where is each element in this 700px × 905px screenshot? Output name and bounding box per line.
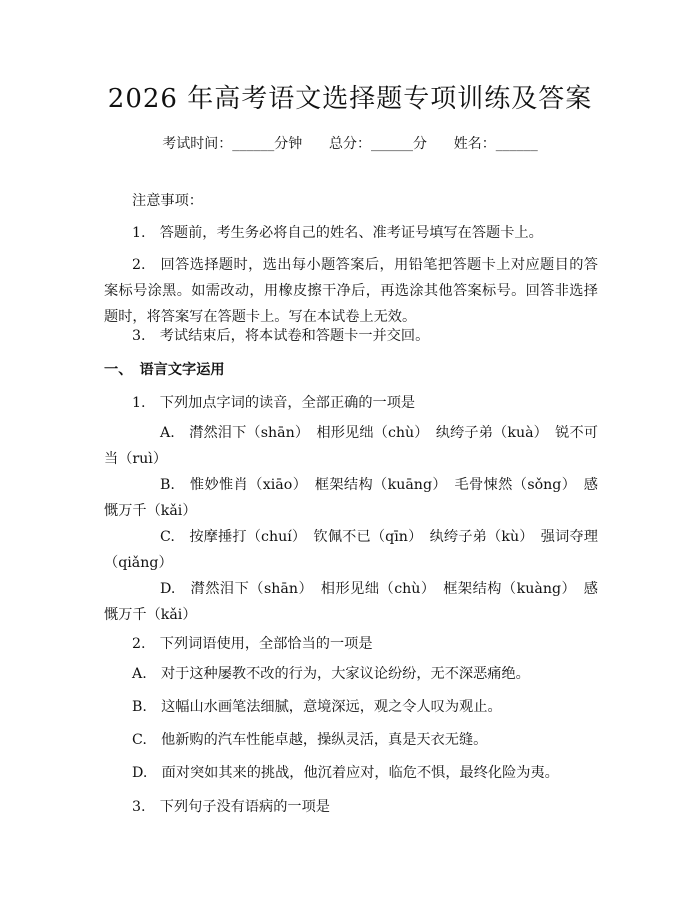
question-1-option-a: A. 潸然泪下（shān） 相形见绌（chù） 纨绔子弟（kuà） 锐不可当（ruì） [104, 425, 598, 467]
notice-heading: 注意事项： [132, 193, 203, 209]
question-2-option-c: C. 他新购的汽车性能卓越，操纵灵活，真是天衣无缝。 [132, 732, 488, 748]
question-1-option-d: D. 潸然泪下（shān） 相形见绌（chù） 框架结构（kuàng） 感慨万千（kǎi） [104, 581, 598, 623]
question-2-option-b: B. 这幅山水画笔法细腻，意境深远，观之令人叹为观止。 [132, 699, 502, 715]
notice-item-1: 1. 答题前，考生务必将自己的姓名、准考证号填写在答题卡上。 [132, 225, 543, 241]
question-1-option-c: C. 按摩捶打（chuí） 钦佩不已（qīn） 纨绔子弟（kù） 强词夺理（qiǎng） [104, 529, 598, 571]
question-3-stem: 3. 下列句子没有语病的一项是 [132, 799, 330, 815]
notice-item-3: 3. 考试结束后，将本试卷和答题卡一并交回。 [132, 328, 430, 344]
exam-meta-line: 考试时间：______分钟 总分：______分 姓名：______ [162, 136, 538, 152]
notice-item-2: 2. 回答选择题时，选出每小题答案后，用铅笔把答题卡上对应题目的答案标号涂黑。如需改动，用橡皮擦干净后，再选涂其他答案标号。回答非选择题时，将答案写在答题卡上。写在本试卷上无效。 [104, 257, 598, 325]
question-2-stem: 2. 下列词语使用，全部恰当的一项是 [132, 636, 373, 652]
question-1-option-b: B. 惟妙惟肖（xiāo） 框架结构（kuāng） 毛骨悚然（sǒng） 感慨万千（kǎi） [104, 477, 598, 519]
question-2-option-a: A. 对于这种屡教不改的行为，大家议论纷纷，无不深恶痛绝。 [132, 666, 530, 682]
question-1-stem: 1. 下列加点字词的读音，全部正确的一项是 [132, 395, 416, 411]
page-title: 2026 年高考语文选择题专项训练及答案 [107, 84, 593, 114]
question-2-option-d: D. 面对突如其来的挑战，他沉着应对，临危不惧，最终化险为夷。 [132, 765, 559, 781]
section-heading: 一、 语言文字运用 [104, 362, 225, 378]
